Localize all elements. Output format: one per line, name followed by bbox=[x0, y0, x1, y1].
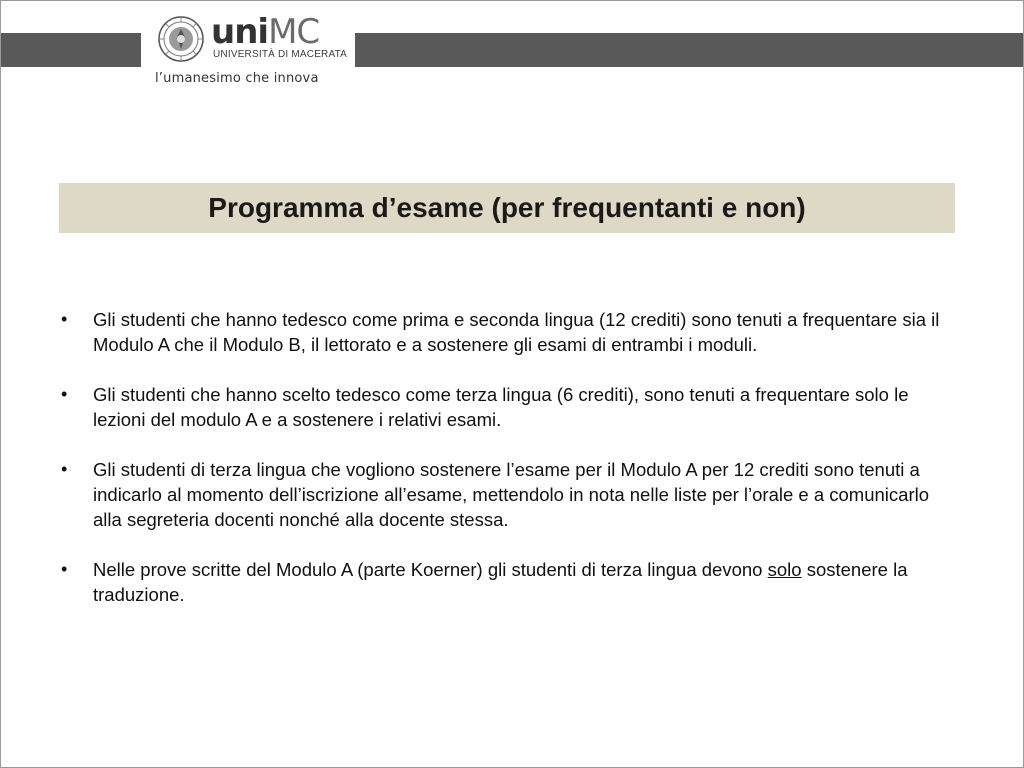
bullet-marker: • bbox=[61, 459, 68, 479]
bullet-text: Gli studenti di terza lingua che vogliono sostenere l’esame per il Modulo A per 12 crediti sono tenuti a indicarlo al momento dell’iscrizione all’esame, mettendolo in nota nelle liste per l’orale e a comunicarlo alla segreteria docenti nonché alla docente stessa. bbox=[93, 459, 930, 530]
bullet-text: Gli studenti che hanno scelto tedesco come terza lingua (6 crediti), sono tenuti a frequentare solo le lezioni del modulo A e a sostenere i relativi esami. bbox=[93, 384, 909, 430]
bullet-list bbox=[59, 307, 959, 632]
brand-bold: uni bbox=[211, 12, 269, 52]
title-box bbox=[59, 183, 955, 233]
tagline: l’umanesimo che innova bbox=[155, 71, 319, 86]
university-name: UNIVERSITÀ DI MACERATA bbox=[213, 49, 348, 60]
bullet-marker: • bbox=[61, 384, 68, 404]
bullet-marker: • bbox=[61, 559, 68, 579]
bullet-text-underlined: solo bbox=[767, 559, 802, 580]
brand-light: MC bbox=[268, 12, 320, 52]
bullet-item bbox=[59, 382, 959, 432]
bullet-text-after: sostenere la traduzione. bbox=[93, 559, 908, 605]
bullet-item bbox=[59, 457, 959, 532]
university-logo bbox=[142, 1, 355, 93]
header-band-left bbox=[1, 33, 141, 67]
bullet-text: Gli studenti che hanno tedesco come prima e seconda lingua (12 crediti) sono tenuti a frequentare sia il Modulo A che il Modulo B, il lettorato e a sostenere gli esami di entrambi i moduli. bbox=[93, 309, 940, 355]
university-seal-icon bbox=[158, 16, 204, 62]
bullet-text-before: Nelle prove scritte del Modulo A (parte Koerner) gli studenti di terza lingua devono bbox=[93, 559, 768, 580]
header-band-right bbox=[355, 33, 1023, 67]
bullet-marker: • bbox=[61, 309, 68, 329]
brand-wordmark bbox=[211, 12, 320, 52]
bullet-item bbox=[59, 557, 959, 607]
bullet-item bbox=[59, 307, 959, 357]
slide-title: Programma d’esame (per frequentanti e non) bbox=[208, 192, 806, 223]
